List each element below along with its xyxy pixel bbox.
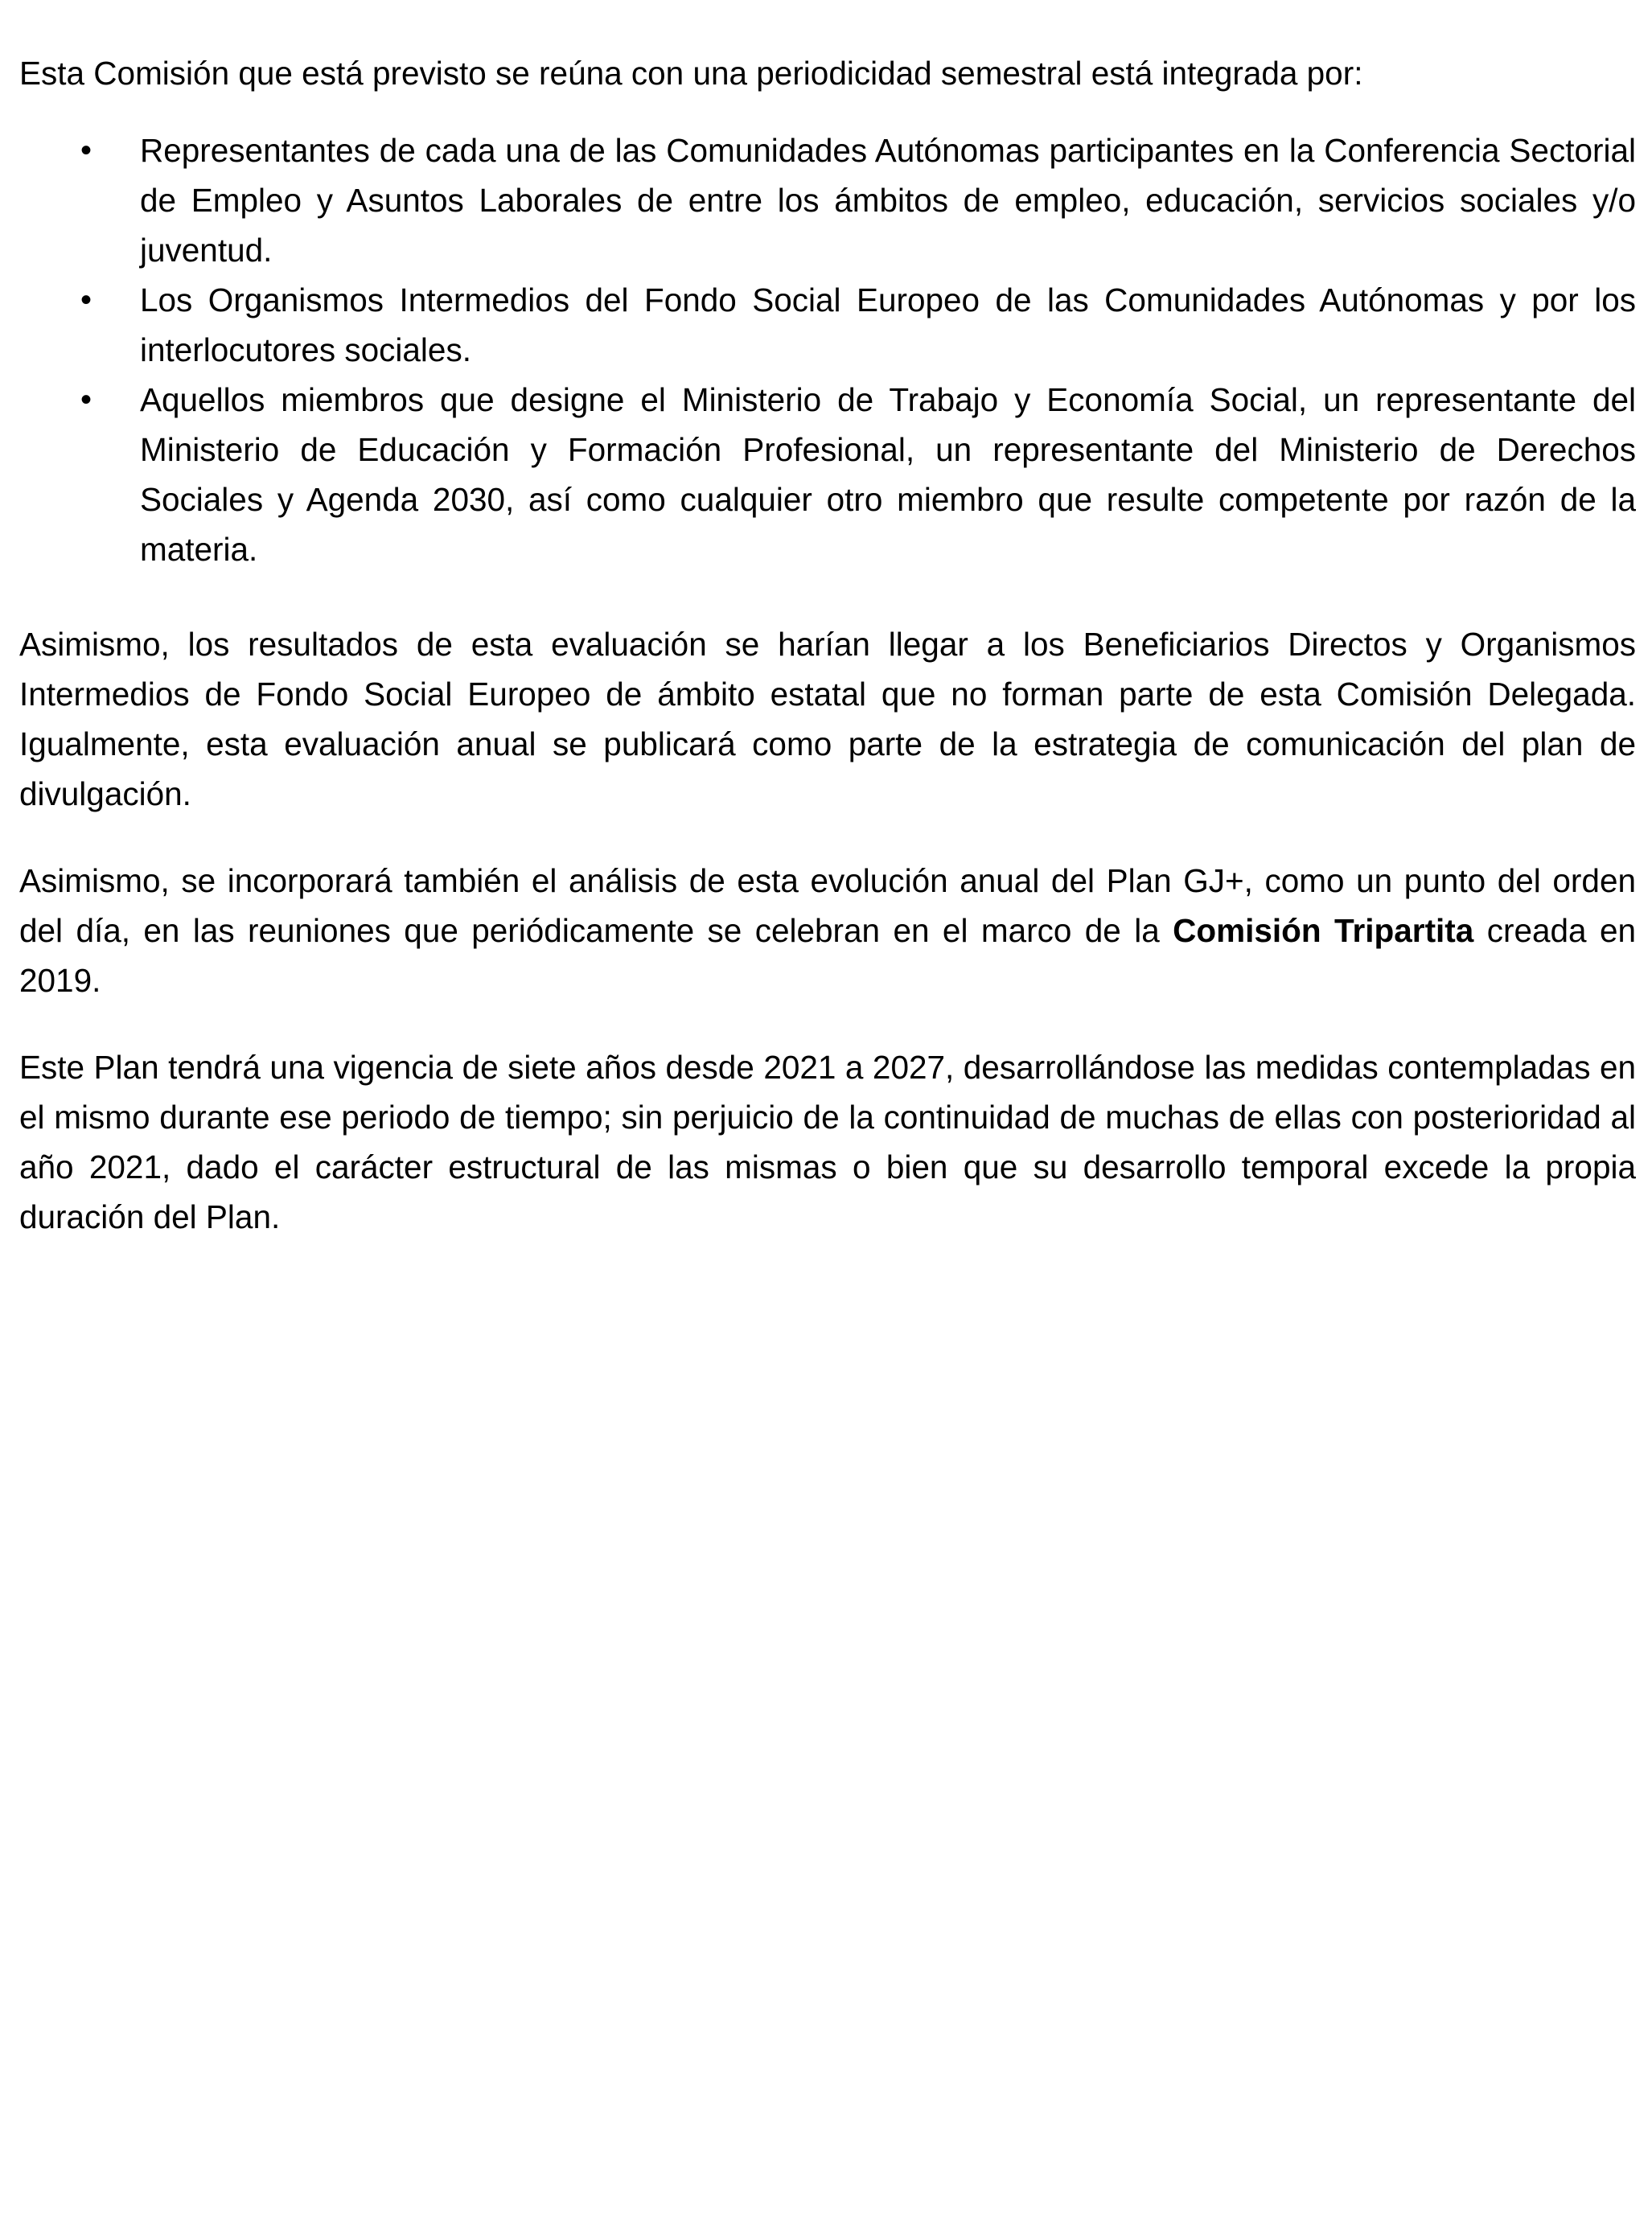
tripartita-text-after: creada en 2019. (19, 912, 1637, 999)
intro-paragraph: Esta Comisión que está previsto se reúna con una periodicidad semestral está integrada por: (19, 55, 1363, 92)
document-page (19, 48, 1636, 1242)
list-item-text: Aquellos miembros que designe el Ministerio de Trabajo y Economía Social, un representante del Ministerio de Educación y Formación Profesional, un representante del Ministerio de Derechos Sociales y Agenda 2030, así como cualquier otro miembro que resulte competente por razón de la materia. (140, 381, 1636, 568)
tripartita-bold-term: Comisión Tripartita (1173, 912, 1474, 949)
tripartita-paragraph (19, 856, 1636, 1005)
list-item-text: Representantes de cada una de las Comunidades Autónomas participantes en la Conferencia Sectorial de Empleo y Asuntos Laborales de entre los ámbitos de empleo, educación, servicios sociales y/o juventud. (140, 132, 1636, 269)
list-item (19, 275, 1636, 375)
bullet-icon: • (80, 282, 92, 318)
bullet-icon: • (80, 133, 92, 168)
list-item-text: Los Organismos Intermedios del Fondo Social Europeo de las Comunidades Autónomas y por los interlocutores sociales. (140, 281, 1636, 368)
members-list (19, 125, 1636, 574)
list-item (19, 375, 1636, 574)
results-paragraph: Asimismo, los resultados de esta evaluación se harían llegar a los Beneficiarios Directos y Organismos Intermedios de Fondo Social Europeo de ámbito estatal que no forman parte de esta Comisión Delegada. Igualmente, esta evaluación anual se publicará como parte de la estrategia de comunicación del plan de divulgación. (19, 626, 1636, 812)
vigencia-paragraph: Este Plan tendrá una vigencia de siete años desde 2021 a 2027, desarrollándose las medidas contempladas en el mismo durante ese periodo de tiempo; sin perjuicio de la continuidad de muchas de ellas con posterioridad al año 2021, dado el carácter estructural de las mismas o bien que su desarrollo temporal excede la propia duración del Plan. (19, 1049, 1636, 1235)
list-item (19, 125, 1636, 275)
bullet-icon: • (80, 382, 92, 417)
tripartita-text-before: Asimismo, se incorporará también el análisis de esta evolución anual del Plan GJ+, como un punto del orden del día, en las reuniones que periódicamente se celebran en el marco de la (19, 862, 1636, 949)
